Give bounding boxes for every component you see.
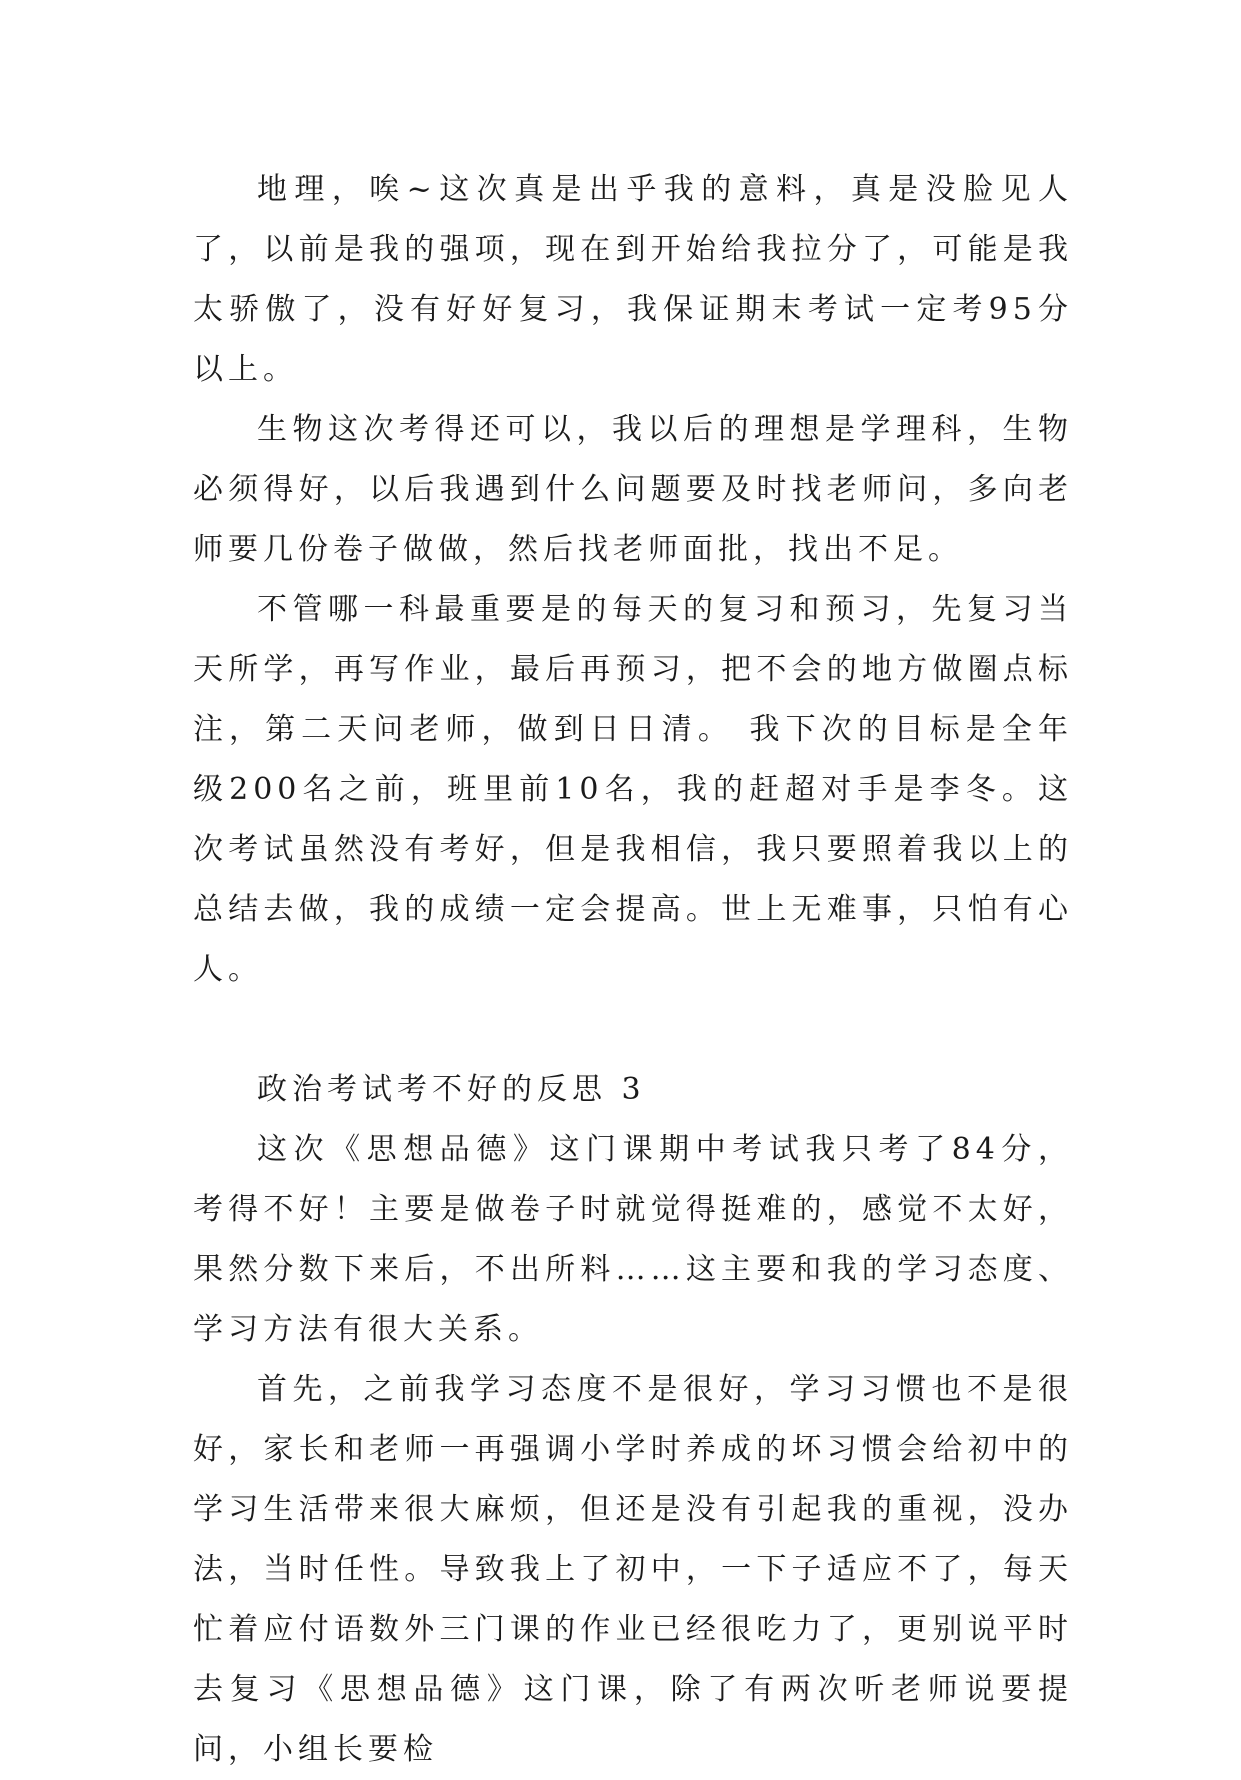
paragraph-biology: 生物这次考得还可以，我以后的理想是学理科，生物必须得好，以后我遇到什么问题要及时找老师问，多向老师要几份卷子做做，然后找老师面批，找出不足。 (193, 412, 1073, 567)
paragraph-study-habits: 不管哪一科最重要是的每天的复习和预习，先复习当天所学，再写作业，最后再预习，把不会的地方做圈点标注，第二天问老师，做到日日清。 我下次的目标是全年级200名之前，班里前10名，我的赶超对手是李冬。这次考试虽然没有考好，但是我相信，我只要照着我以上的总结去做，我的成绩一定会提高。世上无难事，只怕有心人。 (193, 592, 1073, 987)
paragraph-attitude: 首先，之前我学习态度不是很好，学习习惯也不是很好，家长和老师一再强调小学时养成的坏习惯会给初中的学习生活带来很大麻烦，但还是没有引起我的重视，没办法，当时任性。导致我上了初中，一下子适应不了，每天忙着应付语数外三门课的作业已经很吃力了，更别说平时去复习《思想品德》这门课，除了有两次听老师说要提问，小组长要检 (193, 1372, 1073, 1767)
paragraph-geography: 地理，唉~这次真是出乎我的意料，真是没脸见人了，以前是我的强项，现在到开始给我拉分了，可能是我太骄傲了，没有好好复习，我保证期末考试一定考95分以上。 (193, 172, 1073, 387)
paragraph-politics-score: 这次《思想品德》这门课期中考试我只考了84分，考得不好！主要是做卷子时就觉得挺难的，感觉不太好，果然分数下来后，不出所料……这主要和我的学习态度、学习方法有很大关系。 (193, 1132, 1073, 1347)
document-page (193, 160, 1073, 1780)
section-title: 政治考试考不好的反思 3 (257, 1072, 646, 1107)
